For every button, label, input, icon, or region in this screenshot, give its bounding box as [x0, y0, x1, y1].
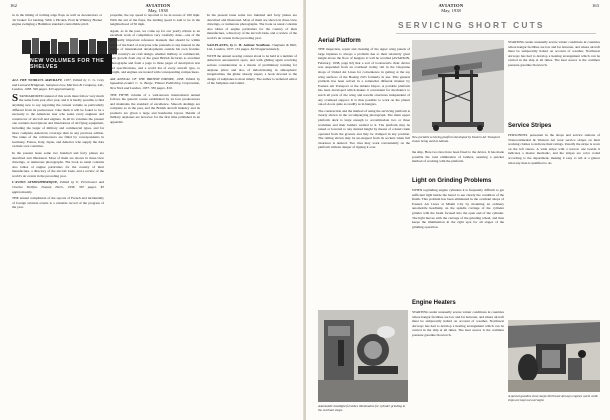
service-stripes-body: PERSONNEL personnel in the shops and service stations of Transcontinental & Western Air wear service stripes on their working clothes to indicate their ratings. Usually the stripe is worn on the left sleeve. A wide stripe with a narrow one beside it indicates a master mechanic, and the stripes are color coded according to the department, making it easy to tell at a glance what any man is qualified to do. [508, 133, 600, 165]
engine-heater-photo-art [508, 320, 600, 392]
left-col-1-top [12, 13, 102, 29]
light-grinding-column [412, 188, 504, 231]
col2-para-1: propeller, the top speed is reported to be in excess of 160 mph. With the aid of the flaps, the landing speed is said to be in the neighborhood of 50 mph. [110, 13, 200, 27]
col2-para-4: AIR ANNUAL OF THE BRITISH EMPIRE, 1938. Edited by Squadron-Leader C. G. Burge. Pitman Publishing Corporation, New York and London, 1937. 336 pages. $10. [110, 76, 200, 90]
engine-heaters-heading: Engine Heaters [412, 300, 456, 306]
left-col-2 [110, 13, 200, 127]
book1-review-continued: In the present issue some two hundred and forty planes are described and illustrated. Most of them are shown in three-view drawings, or numerous photographs. The book as usual contains also tables of engine particulars for the country of their manufacture, a directory of the aircraft trade, and a review of the world's air events in the preceding year. [12, 150, 104, 178]
right-col-1 [318, 47, 410, 152]
intro-paragraph: in in the timing of trailing edge flaps as well as decelerators or 'air brakes' for landing. With a Pitcairn, Pratt & Whitney Hornet engine swinging a Hamilton standard controllable pitch [12, 13, 102, 27]
left-page [0, 0, 304, 420]
light-grinding-heading: Light on Grinding Problems [412, 178, 492, 184]
col2-para-2: Again, as in the past, we come up for our yearly tribute to an excellent work of compilation very carefully done—one of the few really important reference manuals that should be within reach of the hand of everyone who pretends to any interest in the course of international developments outside his own frontier. Each country's air craft design, whether military or commercial, their growth from any of the great British factories to excellent photographs and from a page to three pages of description text and specifications, and a world list of every aircraft type, to weight, and engines are treated with corresponding compactness. [110, 28, 200, 75]
right-magazine-name: AVIATION [438, 3, 464, 8]
book3-review: WITH the annual soaring contest about to be held at a number of American aeronautical spots, and with gliding again receiving serious consideration as a means of preliminary training for airplane pilots and also of indoctrinating in atmospheric irregularities, the glider already expert, a book devoted to the design of sailplanes is most timely. The author is technical editor of the Sailplane and Glider. [207, 53, 297, 86]
engine-heaters-body: STARTING under unusually severe winter conditions in countries where hangar facilities are low and far between, and where aircraft must be temporarily halted on account of weather, Northwest Airways has had to develop a heating arrangement which can be carried in the ship at all times. The heat source is the common pressure gasoline blowtorch. [412, 310, 504, 337]
section-title: SERVICING SHORT CUTS [398, 20, 545, 30]
book3-details: Chapman & Hall, Ltd., London, 1937. 161 pages. $2.50 approximately. [207, 42, 298, 52]
service-stripes-heading: Service Stripes [508, 123, 552, 129]
book1-review: TANDARDIZED annual of this work must follow very much the same form year after year, and it is hardly possible to find anything new to say regarding the current volume as particularly different from its predecessor. Like them it will be found to be a necessity to the American user who seeks every engineer and constructor of aircraft and engines. In all its volumes the present one contains descriptions and illustrations of all flying equipment, including the larger of military and commercial types, and far more complete American coverage than in any previous edition. The ranks of the collaborators are filled by correspondents in Germany, France, Italy, Japan, and America who supply the data on their own countries. [12, 93, 104, 149]
service-stripes-column [508, 133, 600, 167]
grinder-photo [318, 310, 408, 402]
aerial-platform-body: THE inspection, repair and cleaning of the upper wing panels of large biplanes is always a problem due to their relatively great height above the floor of hangars. It will be recalled (AVIATION, February, 1938, page 62) that a sort of boatswain's chair device was suspended from an overhead trolley rail in the Cheyenne shops of United Air Lines for convenience in getting at the top wing surfaces of the Boeing 247s formerly in use. This general problem has been solved in a somewhat different manner by Eastern Air Transport at the Atlanta Depot. A portable platform has been developed which makes it convenient for mechanics to reach all parts of the wing and nacelle structures independent of any overhead support. It is thus possible to work on the planes out-of-doors quite as readily as in hangars. [318, 47, 410, 107]
left-running-head [128, 3, 188, 13]
platform-photo-art [412, 40, 504, 133]
section-rule [396, 33, 596, 34]
book1-heading: ALL THE WORLD'S AIRCRAFT, [12, 78, 63, 82]
left-page-number: 162 [10, 3, 17, 8]
platform-continued: the ship. Here two tires have been fixed to the device. It has made possible the total elimination of ladders, assuring a quicker method of working with the platform. [412, 150, 504, 164]
aerial-platform-heading: Aerial Platform [318, 38, 361, 44]
left-col-1-bottom [12, 78, 104, 212]
right-running-head [421, 3, 481, 13]
platform-photo-caption: New portable servicing platform developed by Eastern Air Transport shown being used at Atlanta. [412, 135, 500, 144]
book3-heading: SAILPLANES, by C. H. Latimer Needham. [207, 42, 271, 47]
book2-heading: L'AVION ATMOSPHERIQUE, [12, 180, 59, 185]
platform-photo [412, 40, 504, 133]
left-col-3 [207, 13, 297, 88]
right-col-3-top-text: STARTING under unusually severe winter conditions in countries where hangar facilities are low and far between, and where aircraft must be temporarily halted on account of weather, Northwest Airways has had to develop a heating arrangement which can be carried in the ship at all times. The heat source is the common pressure gasoline blowtorch. [508, 40, 600, 67]
engine-heaters-column [412, 310, 504, 340]
right-col-3-top [508, 40, 600, 70]
book1-details: 1937. Edited by C. G. Grey and Leonard Bridgman. Sampson Low, Marston & Company, Ltd., London, 1938. 599 pages. $15 approximately. [12, 78, 104, 92]
book-spines-icon [22, 38, 117, 54]
right-page-number: 163 [592, 3, 599, 8]
col3-filler: In the present issue some two hundred and forty planes are described and illustrated. Most of them are shown in three-view drawings, or numerous photographs. The book as usual contains also tables of engine particulars for the country of their manufacture, a directory of the aircraft trade, and a review of the world's air events in the preceding year. [207, 13, 297, 40]
left-issue-date: May, 1938 [148, 8, 168, 13]
engine-heater-photo-caption: A special gasoline stove keeps Northwest Airways engines warm while ships are kept out overnight. [508, 394, 598, 403]
col2-para-3: THE FIFTH volume of a well-known international annual follows the general course established by its four predecessors and maintains the standard of excellence. Smooth dealings are complete as in the past, and the British aircraft industry and its products are given a large and handsome layout. Details of military airplanes are however for the first time published in an appendix. [110, 92, 200, 125]
light-grinding-body: WHEN regrinding engine cylinders it is frequently difficult to get sufficient light inside the barrel to see clearly the condition of the finish. This problem has been eliminated in the overhaul shops of Eastern Air Lines at Miami City by mounting an ordinary automobile headlamp on the spindle carriage of the cylinder grinder with the beam focused into the open end of the cylinder. The light moves with the carriage of the grinding wheel, and thus keeps the illumination in the right spot for all stages of the grinding operation. [412, 188, 504, 229]
new-volumes-banner: NEW VOLUMES FOR THE SHELVES [30, 54, 112, 74]
left-magazine-name: AVIATION [145, 3, 171, 8]
right-issue-date: May, 1938 [441, 8, 461, 13]
book1-dropcap: S [12, 91, 19, 104]
book2-details: Edited by E. Pérchonnet and Charles Dollfus. Dunod, Paris, 1938. 367 pages. $3 approximately. [12, 180, 104, 194]
grinder-photo-art [318, 310, 408, 402]
engine-heater-photo [508, 320, 600, 392]
book2-review: THE annual compilation of the reports of French and incidentally of foreign aviation events is a valuable record of the progress of the year. [12, 196, 104, 210]
grinder-photo-caption: Automobile headlight furnishes illumination for cylinder grinding in the overhaul shops. [318, 404, 406, 413]
right-col-2 [412, 150, 504, 166]
aerial-platform-body-2: The construction and the method of using the servicing platform is clearly shown in the accompanying photograph. The main upper platform deck is large enough to accommodate two or three workmen and their ladders welded to it. The platform may be raised or lowered to any desired height by means of a hand crank operated from the ground, and may be clamped in any position. The railing shown may be un-stepped from its sockets when full clearance is desired. Two tires may work conveniently on the platform without danger of tipping it over. [318, 108, 410, 150]
